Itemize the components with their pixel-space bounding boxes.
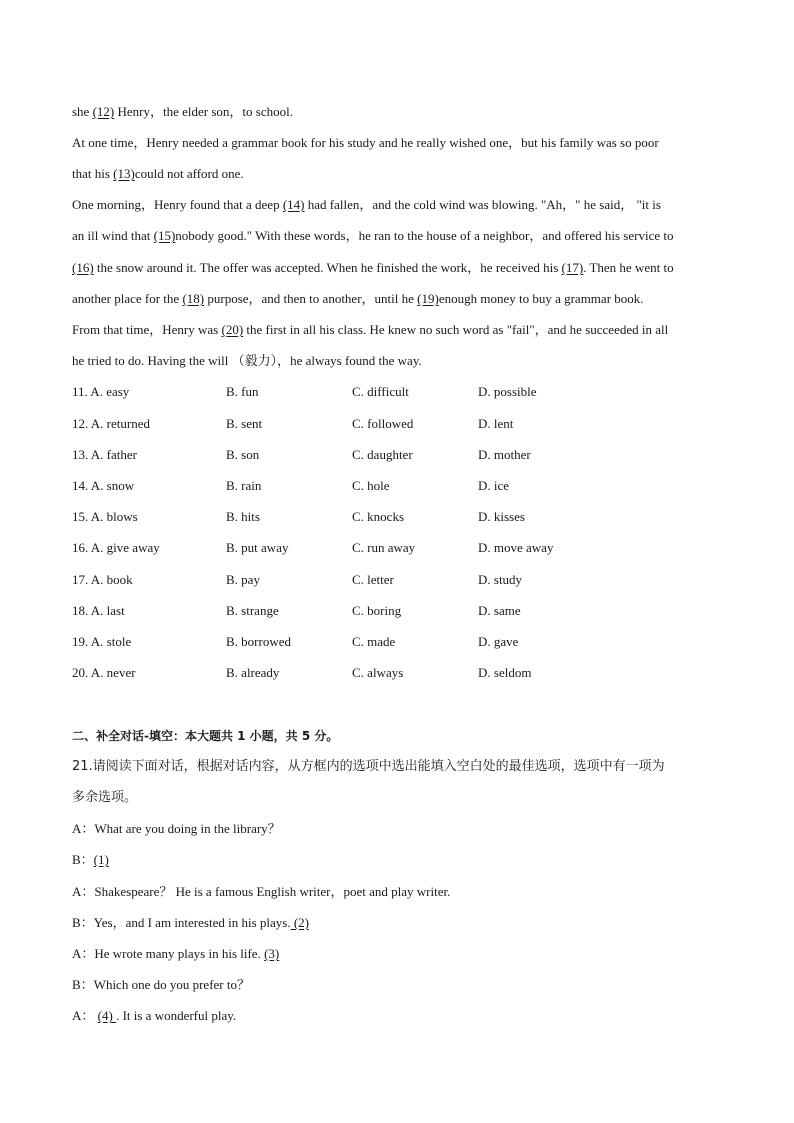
blank-12: (12) bbox=[92, 104, 115, 119]
option-b: B. fun bbox=[226, 384, 259, 399]
passage-text: purpose，and then to another，until he bbox=[204, 291, 418, 306]
blank-18: (18) bbox=[182, 291, 205, 306]
option-b: B. already bbox=[226, 665, 280, 680]
option-b: B. pay bbox=[226, 572, 260, 587]
passage-text: had fallen，and the cold wind was blowing. "Ah，" he said， "it is bbox=[304, 197, 661, 212]
passage-line-3 bbox=[72, 166, 244, 182]
question-12-options bbox=[72, 416, 732, 432]
dialogue-line-2 bbox=[72, 852, 109, 868]
blank-16: (16) bbox=[72, 260, 94, 275]
dialogue-text: A：Shakespeare？ He is a famous English writer，poet and play writer. bbox=[72, 884, 451, 899]
option-d: D. move away bbox=[478, 540, 554, 555]
passage-line-5 bbox=[72, 228, 673, 244]
dialogue-line-5 bbox=[72, 946, 279, 962]
dialogue-line-3 bbox=[72, 884, 450, 900]
section-heading: 二、补全对话-填空：本大题共 1 小题，共 5 分。 bbox=[72, 729, 339, 743]
dialogue-text: . It is a wonderful play. bbox=[116, 1008, 237, 1023]
option-a: 13. A. father bbox=[72, 447, 137, 462]
blank-4: (4) bbox=[97, 1008, 117, 1023]
option-b: B. sent bbox=[226, 416, 263, 431]
passage-text: he tried to do. Having the will （毅力），he always found the way. bbox=[72, 353, 422, 368]
question-21-instructions: 21.请阅读下面对话，根据对话内容，从方框内的选项中选出能填入空白处的最佳选项，选项中有一项为 bbox=[72, 759, 665, 774]
passage-text: enough money to buy a grammar book. bbox=[438, 291, 644, 306]
option-b: B. strange bbox=[226, 603, 279, 618]
blank-3: (3) bbox=[264, 946, 280, 961]
option-c: C. made bbox=[352, 634, 396, 649]
passage-line-9 bbox=[72, 353, 422, 369]
option-d: D. study bbox=[478, 572, 523, 587]
option-c: C. hole bbox=[352, 478, 390, 493]
question-19-options bbox=[72, 634, 732, 650]
dialogue-line-1 bbox=[72, 821, 281, 837]
option-a: 14. A. snow bbox=[72, 478, 135, 493]
passage-line-1 bbox=[72, 104, 293, 120]
option-c: C. daughter bbox=[352, 447, 413, 462]
option-a: 11. A. easy bbox=[72, 384, 130, 399]
option-d: D. seldom bbox=[478, 665, 532, 680]
option-b: B. borrowed bbox=[226, 634, 291, 649]
option-c: C. boring bbox=[352, 603, 402, 618]
option-c: C. run away bbox=[352, 540, 416, 555]
dialogue-text: B： bbox=[72, 852, 94, 867]
dialogue-text: A：He wrote many plays in his life. bbox=[72, 946, 265, 961]
option-a: 17. A. book bbox=[72, 572, 133, 587]
passage-text: One morning，Henry found that a deep bbox=[72, 197, 283, 212]
option-d: D. same bbox=[478, 603, 521, 618]
option-b: B. put away bbox=[226, 540, 289, 555]
question-15-options bbox=[72, 509, 732, 525]
passage-text: . Then he went to bbox=[583, 260, 674, 275]
dialogue-line-4 bbox=[72, 915, 309, 931]
option-c: C. followed bbox=[352, 416, 414, 431]
passage-text: she bbox=[72, 104, 93, 119]
dialogue-text: A： bbox=[72, 1008, 98, 1023]
option-a: 16. A. give away bbox=[72, 540, 160, 555]
passage-text: Henry，the elder son，to school. bbox=[114, 104, 293, 119]
blank-15: (15) bbox=[153, 228, 176, 243]
option-d: D. ice bbox=[478, 478, 510, 493]
option-b: B. hits bbox=[226, 509, 260, 524]
question-17-options bbox=[72, 572, 732, 588]
passage-text: the snow around it. The offer was accepted. When he finished the work，he received his bbox=[93, 260, 562, 275]
passage-line-2 bbox=[72, 135, 659, 151]
passage-line-4 bbox=[72, 197, 661, 213]
option-d: D. gave bbox=[478, 634, 519, 649]
option-c: C. always bbox=[352, 665, 404, 680]
blank-20: (20) bbox=[221, 322, 244, 337]
option-a: 12. A. returned bbox=[72, 416, 150, 431]
option-a: 19. A. stole bbox=[72, 634, 132, 649]
option-a: 18. A. last bbox=[72, 603, 125, 618]
option-d: D. lent bbox=[478, 416, 514, 431]
option-d: D. kisses bbox=[478, 509, 525, 524]
option-d: D. possible bbox=[478, 384, 537, 399]
blank-1: (1) bbox=[93, 852, 109, 867]
question-14-options bbox=[72, 478, 732, 494]
question-20-options bbox=[72, 665, 732, 681]
passage-text: could not afford one. bbox=[134, 166, 244, 181]
question-18-options bbox=[72, 603, 732, 619]
blank-13: (13) bbox=[113, 166, 135, 181]
blank-14: (14) bbox=[282, 197, 305, 212]
blank-2: (2) bbox=[290, 915, 309, 930]
option-b: B. rain bbox=[226, 478, 262, 493]
option-a: 20. A. never bbox=[72, 665, 136, 680]
blank-17: (17) bbox=[561, 260, 584, 275]
dialogue-line-7 bbox=[72, 1008, 236, 1024]
option-c: C. difficult bbox=[352, 384, 409, 399]
passage-line-8 bbox=[72, 322, 668, 338]
passage-text: the first in all his class. He knew no such word as "fail"，and he succeeded in all bbox=[243, 322, 669, 337]
option-c: C. knocks bbox=[352, 509, 404, 524]
question-21-instructions-cont: 多余选项。 bbox=[72, 790, 138, 805]
passage-line-6 bbox=[72, 260, 674, 276]
passage-text: nobody good." With these words，he ran to the house of a neighbor，and offered his service to bbox=[175, 228, 674, 243]
option-b: B. son bbox=[226, 447, 260, 462]
dialogue-text: B：Which one do you prefer to？ bbox=[72, 977, 250, 992]
dialogue-line-6 bbox=[72, 977, 250, 993]
passage-text: From that time，Henry was bbox=[72, 322, 222, 337]
question-13-options bbox=[72, 447, 732, 463]
question-11-options bbox=[72, 384, 732, 400]
passage-text: At one time，Henry needed a grammar book for his study and he really wished one，but his family was so poor bbox=[72, 135, 659, 150]
option-a: 15. A. blows bbox=[72, 509, 138, 524]
dialogue-text: B：Yes，and I am interested in his plays. bbox=[72, 915, 291, 930]
passage-text: that his bbox=[72, 166, 114, 181]
question-16-options bbox=[72, 540, 732, 556]
passage-text: an ill wind that bbox=[72, 228, 154, 243]
passage-line-7 bbox=[72, 291, 644, 307]
option-d: D. mother bbox=[478, 447, 531, 462]
passage-text: another place for the bbox=[72, 291, 183, 306]
blank-19: (19) bbox=[417, 291, 439, 306]
option-c: C. letter bbox=[352, 572, 394, 587]
dialogue-text: A：What are you doing in the library？ bbox=[72, 821, 281, 836]
